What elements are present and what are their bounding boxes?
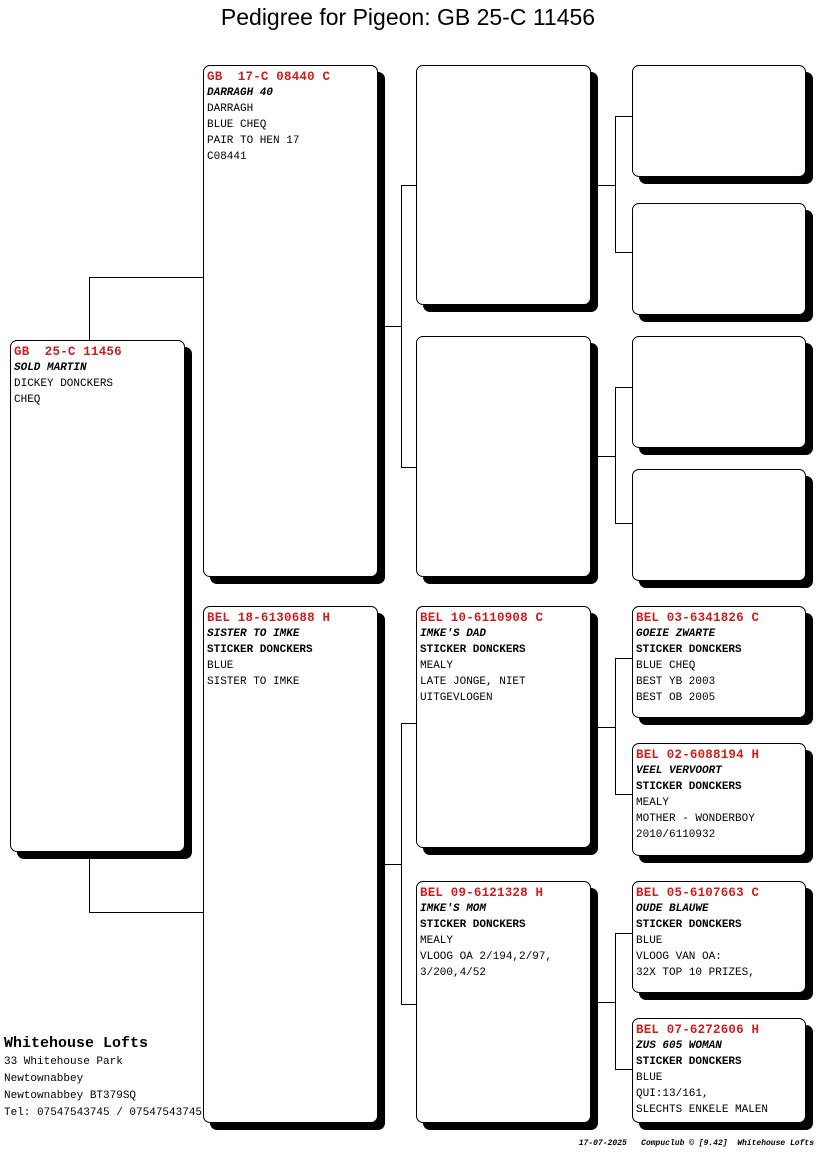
pigeon-name: SOLD MARTIN [14, 362, 87, 374]
note: VLOOG OA 2/194,2/97, [420, 951, 553, 963]
connector [401, 185, 402, 468]
note: QUI:13/161, [636, 1088, 709, 1100]
connector [401, 723, 402, 1005]
connector [615, 794, 633, 795]
pigeon-name: OUDE BLAUWE [636, 903, 709, 915]
note: 2010/6110932 [636, 829, 716, 841]
strain: STICKER DONCKERS [636, 644, 742, 656]
owner-telephone: Tel: 07547543745 / 07547543745 [4, 1107, 203, 1119]
pigeon-name: SISTER TO IMKE [207, 628, 300, 640]
note: VLOOG VAN OA: [636, 951, 722, 963]
owner-address-1: 33 Whitehouse Park [4, 1056, 123, 1068]
ring-number: BEL 02-6088194 H [636, 748, 760, 762]
gg-card-1[interactable] [632, 65, 806, 177]
connector [615, 116, 616, 253]
note: SLECHTS ENKELE MALEN [636, 1104, 769, 1116]
footer-software: Compuclub © [9.42] [641, 1139, 728, 1148]
connector [89, 277, 204, 278]
gg-card-3[interactable] [632, 336, 806, 448]
connector [89, 851, 90, 913]
ring-number: BEL 03-6341826 C [636, 611, 760, 625]
connector [377, 326, 402, 327]
owner-address-3: Newtownabbey BT379SQ [4, 1090, 137, 1102]
connector [89, 912, 204, 913]
ring-number: BEL 09-6121328 H [420, 886, 544, 900]
dam-card[interactable] [203, 606, 378, 1123]
ring-number: BEL 18-6130688 H [207, 611, 331, 625]
ring-number: GB 17-C 08440 C [207, 70, 331, 84]
connector [89, 277, 90, 340]
color: BLUE CHEQ [207, 119, 267, 131]
strain: DICKEY DONCKERS [14, 378, 114, 390]
sire-sire-card[interactable] [416, 65, 591, 305]
color: BLUE [636, 1072, 663, 1084]
color: MEALY [636, 797, 670, 809]
connector [590, 456, 616, 457]
connector [615, 658, 616, 795]
connector [615, 116, 633, 117]
connector [590, 185, 616, 186]
strain: STICKER DONCKERS [420, 644, 526, 656]
footer-loft: Whitehouse Lofts [737, 1139, 814, 1148]
color: CHEQ [14, 394, 41, 406]
sire-card[interactable] [203, 65, 378, 577]
owner-address-2: Newtownabbey [4, 1073, 84, 1085]
owner-info [4, 1034, 202, 1122]
strain: STICKER DONCKERS [420, 919, 526, 931]
connector [615, 252, 633, 253]
pigeon-name: IMKE'S MOM [420, 903, 487, 915]
connector [401, 1004, 417, 1005]
gg-card-7[interactable] [632, 881, 806, 993]
subject-card[interactable] [10, 340, 185, 852]
sire-dam-card[interactable] [416, 336, 591, 577]
ring-number: GB 25-C 11456 [14, 345, 122, 359]
color: MEALY [420, 935, 454, 947]
connector [615, 387, 616, 524]
note: BEST YB 2003 [636, 676, 716, 688]
strain: STICKER DONCKERS [207, 644, 313, 656]
gg-card-4[interactable] [632, 469, 806, 581]
ring-number: BEL 07-6272606 H [636, 1023, 760, 1037]
note: 32X TOP 10 PRIZES, [636, 967, 755, 979]
pigeon-name: DARRAGH 40 [207, 87, 274, 99]
note: MOTHER - WONDERBOY [636, 813, 755, 825]
strain: STICKER DONCKERS [636, 1056, 742, 1068]
dam-dam-card[interactable] [416, 881, 591, 1123]
pigeon-name: ZUS 605 WOMAN [636, 1040, 722, 1052]
note: BEST OB 2005 [636, 692, 716, 704]
connector [615, 933, 616, 1070]
pigeon-name: GOEIE ZWARTE [636, 628, 716, 640]
note: SISTER TO IMKE [207, 676, 300, 688]
gg-card-8[interactable] [632, 1018, 806, 1123]
pigeon-name: VEEL VERVOORT [636, 765, 722, 777]
footer-date: 17-07-2025 [578, 1139, 627, 1148]
color: BLUE CHEQ [636, 660, 696, 672]
connector [401, 723, 417, 724]
strain: STICKER DONCKERS [636, 919, 742, 931]
page-title: Pedigree for Pigeon: GB 25-C 11456 [220, 4, 596, 30]
connector [590, 727, 616, 728]
note: C08441 [207, 151, 247, 163]
gg-card-5[interactable] [632, 606, 806, 718]
connector [401, 467, 417, 468]
dam-sire-card[interactable] [416, 606, 591, 848]
pigeon-name: IMKE'S DAD [420, 628, 487, 640]
footer [579, 1139, 814, 1148]
strain: DARRAGH [207, 103, 254, 115]
connector [401, 185, 417, 186]
note: PAIR TO HEN 17 [207, 135, 300, 147]
gg-card-2[interactable] [632, 203, 806, 315]
strain: STICKER DONCKERS [636, 781, 742, 793]
color: BLUE [636, 935, 663, 947]
color: BLUE [207, 660, 234, 672]
connector [615, 658, 633, 659]
ring-number: BEL 05-6107663 C [636, 886, 760, 900]
owner-name: Whitehouse Lofts [4, 1035, 149, 1052]
note: LATE JONGE, NIET [420, 676, 526, 688]
color: MEALY [420, 660, 454, 672]
connector [615, 933, 633, 934]
connector [615, 523, 633, 524]
gg-card-6[interactable] [632, 743, 806, 856]
connector [615, 387, 633, 388]
connector [590, 1002, 616, 1003]
connector [377, 864, 402, 865]
connector [615, 1069, 633, 1070]
ring-number: BEL 10-6110908 C [420, 611, 544, 625]
note: 3/200,4/52 [420, 967, 487, 979]
note: UITGEVLOGEN [420, 692, 493, 704]
